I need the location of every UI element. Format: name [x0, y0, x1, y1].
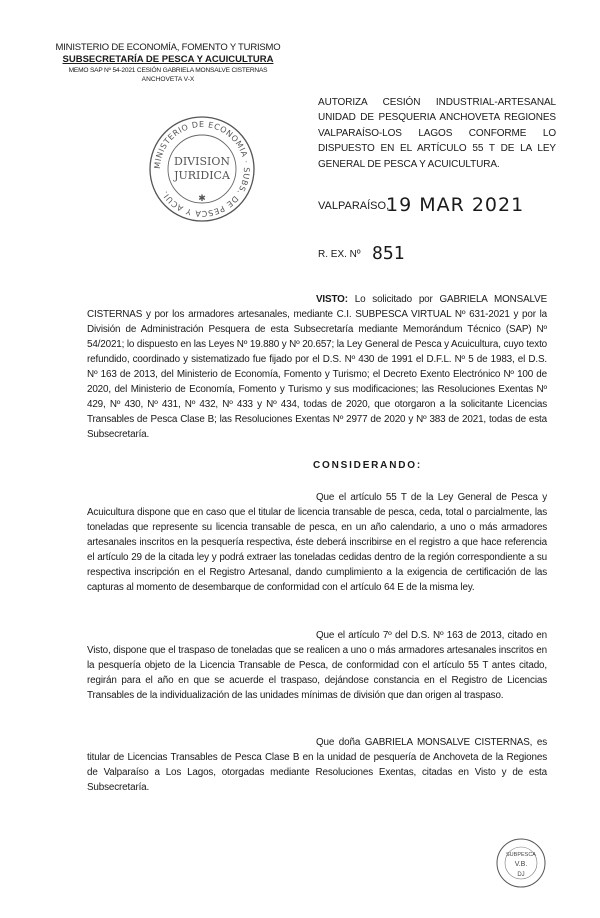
resolution-number-label: R. EX. Nº — [318, 249, 361, 260]
considerando-paragraph-1 — [87, 490, 547, 595]
seal-star-icon: ✱ — [198, 193, 206, 203]
approval-stamp — [494, 836, 548, 890]
division-juridica-seal — [146, 113, 258, 225]
resolution-number: 851 — [372, 243, 405, 264]
memo-reference: MEMO SAP Nº 54-2021 CESIÓN GABRIELA MONSALVE CISTERNAS — [68, 67, 268, 74]
fishery-reference: ANCHOVETA V-X — [141, 76, 195, 83]
stamp-line-1: SUBPESCA — [506, 852, 536, 858]
considerando-paragraph-2 — [87, 628, 547, 703]
paragraph-1-text: Que el artículo 55 T de la Ley General de Pesca y Acuicultura dispone que en caso que el titular de licencia transable de pesca, ceda, total o parcialmente, las toneladas que represente su licencia transable de pesca, en un año calendario, a uno o más armadores artesanales inscritos en la pesquería respectiva, éste deberá inscribirse en el registro a que hace referencia el artículo 29 de la citada ley y podrá extraer las toneladas cedidas dentro de la región correspondiente a su respectiva inscripción en el Registro Artesanal, dando cumplimiento a la exigencia de certificación de las capturas al momento de desembarque de conformidad con el artículo 64 E de la misma ley. — [87, 492, 547, 593]
stamp-line-2: V.B. — [514, 861, 528, 868]
visto-label: VISTO: — [316, 294, 348, 305]
subsecretaria-name: SUBSECRETARÍA DE PESCA Y ACUICULTURA — [62, 54, 274, 65]
ministry-name: MINISTERIO DE ECONOMÍA, FOMENTO Y TURISMO — [55, 42, 281, 53]
paragraph-3-text: Que doña GABRIELA MONSALVE CISTERNAS, es titular de Licencias Transables de Pesca Clase B en la unidad de pesquería de Anchoveta de la Regiones de Valparaíso a Los Lagos, otorgadas mediante Resoluciones Exentas, citadas en Visto y de esta Subsecretaría. — [87, 737, 547, 793]
seal-line-1: DIVISION — [174, 155, 230, 168]
letterhead — [48, 42, 288, 84]
stamp-icon — [494, 836, 548, 890]
visto-paragraph — [87, 292, 547, 442]
paragraph-2-text: Que el artículo 7º del D.S. Nº 163 de 2013, citado en Visto, dispone que el traspaso de toneladas que se realicen a uno o más armadores artesanales inscritos en la pesquería objeto de la Licencia Transable de Pesca, de conformidad con el artículo 55 T antes citado, regirán para el año en que se acuerde el traspaso, dejándose constancia en el Registro de Licencias Transables de la individualización de las unidades mínimas de división que dan origen al traspaso. — [87, 630, 547, 701]
considerando-paragraph-3 — [87, 735, 547, 795]
place: VALPARAÍSO, — [318, 200, 390, 212]
visto-text: Lo solicitado por GABRIELA MONSALVE CISTERNAS y por los armadores artesanales, mediante C.I. SUBPESCA VIRTUAL Nº 631-2021 y por la División de Administración Pesquera de esta Subsecretaría mediante Memorándum Técnico (SAP) Nº 54/2021; lo dispuesto en las Leyes Nº 19.880 y Nº 20.657; la Ley General de Pesca y Acuicultura, cuyo texto refundido, coordinado y sistematizado fue fijado por el D.S. Nº 430 de 1991 el D.F.L. Nº 5 de 1983, el D.S. Nº 163 de 2013, del Ministerio de Economía, Fomento y Turismo; el Decreto Exento Electrónico Nº 100 de 2020, del Ministerio de Economía, Fomento y Turismo y sus modificaciones; las Resoluciones Exentas Nº 429, Nº 430, Nº 431, Nº 432, Nº 433 y Nº 434, todas de 2020, que otorgaron a la solicitante Licencias Transables de Pesca Clase B; las Resoluciones Exentas Nº 2977 de 2020 y Nº 383 de 2021, todas de esta Subsecretaría. — [87, 294, 547, 440]
resolution-subject: AUTORIZA CESIÓN INDUSTRIAL-ARTESANAL UNIDAD DE PESQUERIA ANCHOVETA REGIONES VALPARAÍSO-LOS LAGOS CONFORME LO DISPUESTO EN EL ARTÍCULO 55 T DE LA LEY GENERAL DE PESCA Y ACUICULTURA. — [318, 97, 556, 170]
seal-line-2: JURIDICA — [174, 169, 230, 182]
seal-icon — [146, 113, 258, 225]
considerando-heading: CONSIDERANDO: — [313, 460, 422, 471]
stamp-line-3: DJ — [517, 872, 525, 878]
seal-ring-text: MINISTERIO DE ECONOMIA · SUBS. DE PESCA Y ACUI. — [152, 119, 252, 219]
resolution-date-stamp: 19 MAR 2021 — [386, 194, 525, 216]
